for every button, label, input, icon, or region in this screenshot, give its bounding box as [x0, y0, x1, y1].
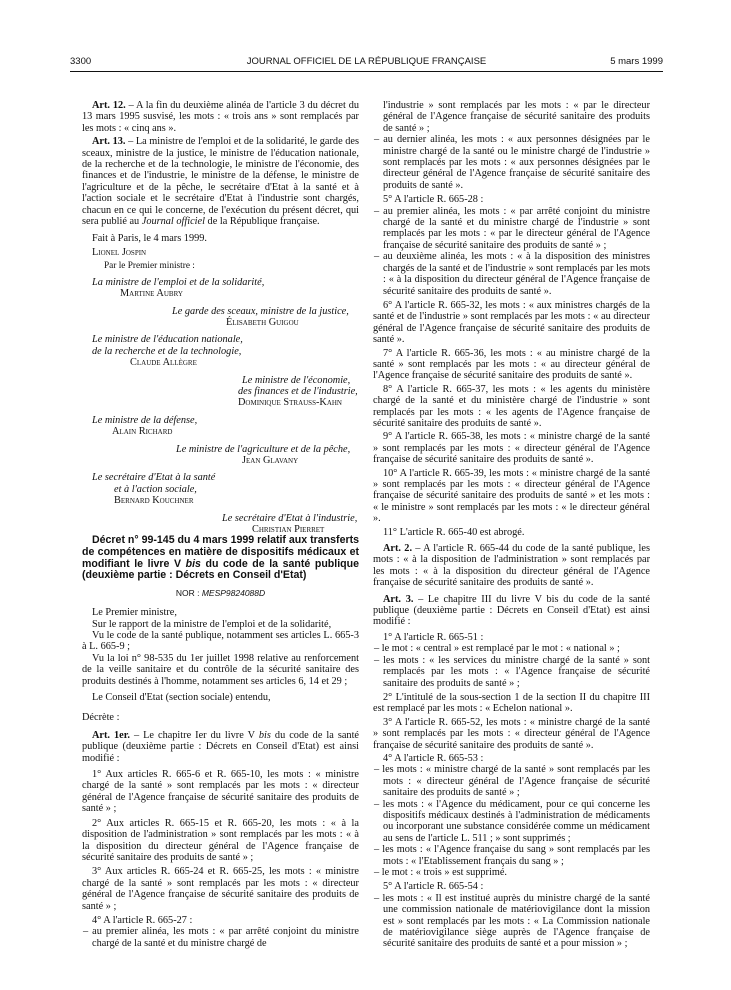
- art3-item-4-dash-1: – les mots : « ministre chargé de la santé » sont remplacés par les mots : « directeur général de l'Agence française de sécurité sanitaire des produits de santé » ;: [374, 764, 650, 799]
- sig6-title: Le ministre de l'agriculture et de la pêche,: [176, 443, 351, 455]
- article-12: Art. 12. – A la fin du deuxième alinéa de l'article 3 du décret du 13 mars 1995 susvisé, les mots : « trois ans » sont remplacés par les mots : « cinq ans ».: [82, 100, 359, 134]
- premier-ministre: Le Premier ministre,: [92, 607, 177, 619]
- item-7: 7° A l'article R. 665-36, les mots : « au ministre chargé de la santé » sont remplacés par les mots : « au directeur général de l'Agence française de sécurité sanitaire des produits de santé ».: [373, 347, 650, 382]
- signatures: [82, 247, 359, 536]
- sig7-title-b: et à l'action sociale,: [114, 483, 197, 495]
- item-10: 10° A l'article R. 665-39, les mots : « ministre chargé de la santé » sont remplacés par les mots : « directeur général de l'Agence française de sécurité sanitaire des produits de santé » et les mots : « le ministre » sont remplacés par les mots : « le directeur général ».: [373, 467, 650, 525]
- art3-item-5-dash-1: – les mots : « Il est institué auprès du ministre chargé de la santé une commission nationale de matériovigilance dont la mission est » sont remplacés par les mots : « La Commission nationale de matériovigilance siège auprès de l'Agence française de sécurité sanitaire des produits de santé et a pour mission » ;: [374, 892, 650, 950]
- journal-title: JOURNAL OFFICIEL DE LA RÉPUBLIQUE FRANÇAISE: [246, 56, 487, 67]
- art3-item-4-dash-2: – les mots : « l'Agence du médicament, pour ce qui concerne les dispositifs médicaux destinés à l'administration de médicaments ou incorporant une substance considérée comme un médicament au sens de l'article L. 511 ; » sont supprimés ;: [374, 798, 650, 844]
- sig1-title: La ministre de l'emploi et de la solidarité,: [92, 276, 265, 288]
- nor-reference: NOR : MESP9824088D: [175, 587, 266, 598]
- article-13: Art. 13. – La ministre de l'emploi et de la solidarité, le garde des sceaux, ministre de la justice, le ministre de l'éducation nationale, de la recherche et de la technologie, le ministre de l'économie, des finances et de l'industrie, le ministre de la défense, le ministre de l'agriculture et de la pêche, le secrétaire d'Etat à la santé et à l'action sociale et le secrétaire d'Etat à l'industrie sont chargés, chacun en ce qui le concerne, de l'exécution du présent décret, qui sera publié au Journal officiel de la République française.: [82, 136, 359, 228]
- issue-date: 5 mars 1999: [610, 56, 663, 67]
- art3-item-4: 4° A l'article R. 665-53 :: [383, 752, 484, 764]
- sig3-title-b: de la recherche et de la technologie,: [92, 345, 242, 357]
- page-number: 3300: [70, 56, 92, 67]
- art3-item-1-dash-1: – le mot : « central » est remplacé par le mot : « national » ;: [374, 643, 620, 655]
- item-5-dash-1: – au premier alinéa, les mots : « par arrêté conjoint du ministre chargé de la santé et du ministre chargé de l'industrie » sont remplacés par les mots : « par le directeur général de l'Agence française de sécurité sanitaire des produits de santé » ;: [374, 205, 650, 251]
- art3-item-1: 1° A l'article R. 665-51 :: [383, 631, 484, 643]
- sig5-title: Le ministre de la défense,: [92, 414, 198, 426]
- art3-item-5: 5° A l'article R. 665-54 :: [383, 881, 484, 893]
- sig5-name: Alain Richard: [112, 426, 173, 438]
- item-9: 9° A l'article R. 665-38, les mots : « ministre chargé de la santé » sont remplacés par les mots : « directeur général de l'Agence française de sécurité sanitaire des produits de santé ».: [373, 431, 650, 466]
- sig6-name: Jean Glavany: [242, 454, 299, 466]
- item-6: 6° A l'article R. 665-32, les mots : « aux ministres chargés de la santé et de l'industrie » sont remplacés par les mots : « au directeur général de l'Agence française de sécurité sanitaire des produits de santé ».: [373, 299, 650, 346]
- art1-item-3: 3° Aux articles R. 665-24 et R. 665-25, les mots : « ministre chargé de la santé » sont remplacés par les mots : « directeur général de l'Agence française de sécurité sanitaire des produits de santé » ;: [82, 866, 359, 912]
- sig2-title: Le garde des sceaux, ministre de la justice,: [172, 305, 349, 317]
- art1-item-1: 1° Aux articles R. 665-6 et R. 665-10, les mots : « ministre chargé de la santé » sont remplacés par les mots : « directeur général de l'Agence française de sécurité sanitaire des produits de santé » ;: [82, 769, 359, 815]
- art3-item-2: 2° L'intitulé de la sous-section 1 de la section II du chapitre III est remplacé par les mots : « Echelon national ».: [373, 691, 650, 715]
- art1-item-4-dash: – au premier alinéa, les mots : « par arrêté conjoint du ministre chargé de la santé et du ministre chargé de: [83, 926, 359, 949]
- sig4-title-a: Le ministre de l'économie,: [242, 374, 351, 386]
- sig7-name: Bernard Kouchner: [114, 495, 194, 507]
- item-5: 5° A l'article R. 665-28 :: [383, 194, 484, 206]
- sig8-name: Christian Pierret: [252, 524, 325, 535]
- continuation: l'industrie » sont remplacés par les mots : « par le directeur général de l'Agence française de sécurité sanitaire des produits de santé » ;: [383, 100, 650, 134]
- decree-title: Décret n° 99-145 du 4 mars 1999 relatif aux transferts de compétences en matière de dispositifs médicaux et modifiant le livre V bis du code de la santé publique (deuxième partie : Décrets en Conseil d'Etat): [82, 534, 359, 582]
- header-rule: [70, 71, 663, 72]
- art3-item-3: 3° A l'article R. 665-52, les mots : « ministre chargé de la santé » sont remplacés par les mots : « directeur général de l'Agence française de sécurité sanitaire des produits de santé ».: [373, 716, 650, 751]
- sig8-title: Le secrétaire d'Etat à l'industrie,: [222, 512, 358, 524]
- article-3: Art. 3. – Le chapitre III du livre V bis du code de la santé publique (deuxième partie : Décrets en Conseil d'Etat) est ainsi modifié :: [373, 593, 650, 628]
- art3-item-1-dash-2: – les mots : « les services du ministre chargé de la santé » sont remplacés par les mots : « l'Agence française de sécurité sanitaire des produits de santé » ;: [374, 654, 650, 689]
- art3-item-4-dash-4: – le mot : « trois » est supprimé.: [374, 867, 507, 878]
- par-premier-ministre: Par le Premier ministre :: [104, 261, 195, 272]
- sig3-title-a: Le ministre de l'éducation nationale,: [92, 334, 243, 346]
- right-column: [373, 100, 650, 950]
- art3-item-4-dash-3: – les mots : « l'Agence française du sang » sont remplacés par les mots : « l'Etablissement français du sang » ;: [374, 844, 650, 867]
- sig2-name: Élisabeth Guigou: [226, 316, 299, 328]
- sig4-title-b: des finances et de l'industrie,: [238, 385, 358, 397]
- decrete: Décrète :: [82, 712, 120, 724]
- rapport: Sur le rapport de la ministre de l'emploi et de la solidarité,: [92, 618, 332, 630]
- sig7-title-a: Le secrétaire d'Etat à la santé: [92, 472, 216, 484]
- vu-loi: Vu la loi n° 98-535 du 1er juillet 1998 relative au renforcement de la veille sanitaire et du contrôle de la sécurité sanitaire des produits destinés à l'homme, notamment ses articles 6, 14 et 29 ;: [82, 652, 359, 687]
- article-1: Art. 1er. – Le chapitre Ier du livre V bis du code de la santé publique (deuxième partie : Décrets en Conseil d'Etat) est ainsi modifié :: [82, 729, 360, 764]
- page-header: [70, 56, 663, 70]
- art1-item-2: 2° Aux articles R. 665-15 et R. 665-20, les mots : « à la disposition de l'administration » sont remplacés par les mots : « à la disposition du directeur général de l'Agence française de sécurité sanitaire des produits de santé » ;: [82, 817, 359, 863]
- left-column: [82, 100, 359, 949]
- conseil-etat: Le Conseil d'Etat (section sociale) entendu,: [92, 692, 271, 704]
- fait-a-paris: Fait à Paris, le 4 mars 1999.: [92, 233, 207, 245]
- sig1-name: Martine Aubry: [120, 288, 183, 300]
- sig3-name: Claude Allègre: [130, 357, 197, 369]
- sig4-name: Dominique Strauss-Kahn: [238, 397, 342, 409]
- vu-code: Vu le code de la santé publique, notamment ses articles L. 665-3 à L. 665-9 ;: [82, 630, 359, 653]
- item-8: 8° A l'article R. 665-37, les mots : « les agents du ministère chargé de la santé et du ministère chargé de l'industrie » sont remplacés par les mots : « les agents de l'Agence française de sécurité sanitaire des produits de santé ».: [373, 383, 650, 429]
- signature-prime-minister: Lionel Jospin: [92, 246, 147, 258]
- article-2: Art. 2. – A l'article R. 665-44 du code de la santé publique, les mots : « à la disposition de l'administration » sont remplacés par les mots : « à la disposition du directeur général de l'Agence française de sécurité sanitaire des produits de santé ».: [373, 543, 650, 589]
- item-11: 11° L'article R. 665-40 est abrogé.: [383, 526, 525, 538]
- item-5-dash-2: – au deuxième alinéa, les mots : « à la disposition des ministres chargés de la santé et de l'industrie » sont remplacés par les mots : « à la disposition du directeur général de l'Agence française de sécurité sanitaire des produits de santé ».: [374, 251, 651, 297]
- dash-dernier-alinea: – au dernier alinéa, les mots : « aux personnes désignées par le ministre chargé de la santé ou le ministre chargé de l'industrie » sont remplacés par les mots : « aux personnes désignées par le directeur général de l'Agence française de sécurité sanitaire des produits de santé ».: [374, 134, 650, 191]
- art1-item-4: 4° A l'article R. 665-27 :: [92, 914, 193, 926]
